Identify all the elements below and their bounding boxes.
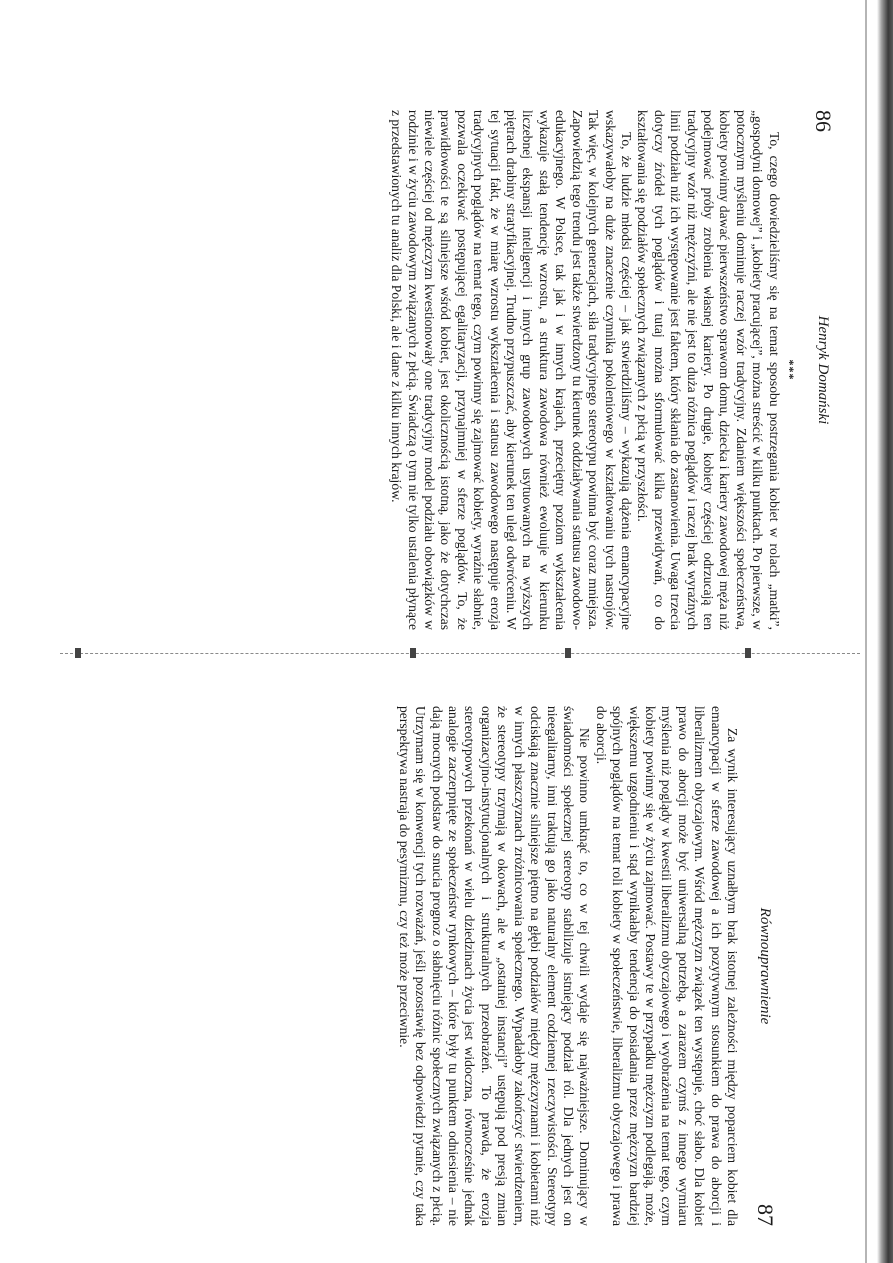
page-fold-line xyxy=(60,653,860,654)
paragraph: To, czego dowiedzieliśmy się na temat sposobu postrzegania kobiet w rolach „matki”, „gospodyni domowej” i „kobiety pracującej”, można streścić w kilku punktach. Po pierwsze, w potocznym myśleniu dominuje raczej wzór tradycyjny. Zdaniem większości społeczeństwa, kobiety powinny dawać pierwszeństwo sprawom domu, dziecka i kariery zawodowej męża niż podejmować próby zrobienia własnej kariery. Po drugie, kobiety częściej odrzucają ten tradycyjny wzór niż mężczyźni, ale nie jest to duża różnica poglądów i raczej brak wyraźnych linii podziału niż ich występowanie jest faktem, który skłania do zastanowienia. Uwaga trzecia dotyczy źródeł tych poglądów i tutaj można sformułować kilka przewidywań, co do kształtowania się podziałów społecznych związanych z płcią w przyszłości. xyxy=(635,110,782,630)
running-header: Henryk Domański xyxy=(815,315,831,425)
page-body xyxy=(395,706,740,1226)
paragraph: Za wynik interesujący uznałbym brak istotnej zależności między poparciem kobiet dla emancypacji w sferze zawodowej a ich pozytywnym stosunkiem do prawa do aborcji i liberalizmem obyczajowym. Wśród mężczyzn związek ten występuje, choć słabo. Dla kobiet prawo do aborcji może być uniwersalną potrzebą, a zarazem czymś z innego wymiaru myślenia niż poglądy w kwestii liberalizmu obyczajowego i wyobrażenia na temat tego, czym kobiety powinny się w życiu zajmować. Postawy te w przypadku mężczyzn podlegają, może, większemu uzgodnieniu i stąd wynikałaby tendencja do posiadania przez mężczyzn bardziej spójnych poglądów na temat roli kobiety w społeczeństwie, liberalizmu obyczajowego i prawa do aborcji. xyxy=(593,706,740,1226)
page-number: 87 xyxy=(753,1204,778,1226)
page-87 xyxy=(68,706,778,1226)
page-86 xyxy=(56,110,836,630)
fold-mark xyxy=(410,648,416,658)
page-header xyxy=(796,110,836,630)
binding-edge-line xyxy=(865,0,867,1263)
fold-mark xyxy=(565,648,571,658)
paragraph: Nie powinno umknąć to, co w tej chwili wydaje się najważniejsze. Dominujący w świadomości społecznej stereotyp stabilizuje istniejący podział ról. Dla jednych jest on nieegalitarny, inni traktują go jako naturalny element codziennej rzeczywistości. Stereotypy odciskają znacznie silniejsze piętno na głębi podziałów między mężczyznami i kobietami niż w innych płaszczyznach zróżnicowania społecznego. Wypadałoby zakończyć stwierdzeniem, że stereotypy trzymają w okowach, ale w „ostatniej instancji” ustępują pod presją zmian organizacyjno-instytucjonalnych i strukturalnych przeobrażeń. To prawda, że erozja stereotypowych przekonań w wielu dziedzinach życia jest widoczna, równocześnie jednak analogie zaczerpnięte ze społeczeństw rynkowych – które były tu punktem odniesienia – nie dają mocnych podstaw do snucia prognoz o słabnięciu różnic społecznych związanych z płcią. Utrzymam się w konwencji tych rozważań, jeśli pozostawię bez odpowiedzi pytanie, czy taka perspektywa nastraja do pesymizmu, czy też może przeciwnie. xyxy=(396,706,593,1226)
binding-shadow xyxy=(877,0,893,1263)
page-number: 86 xyxy=(811,110,836,132)
page-header xyxy=(738,706,778,1226)
paragraph: To, że ludzie młodsi częściej – jak stwierdziliśmy – wykazują dążenia emancypacyjne wskazywałoby na duże znaczenie czynnika pokoleniowego w kształtowaniu tych nastrojów. Tak więc, w kolejnych generacjach, siła tradycyjnego stereotypu powinna być coraz mniejsza. Zapowiedzią tego trendu jest także stwierdzony tu kierunek oddziaływania statusu zawodowo-edukacyjnego. W Polsce, tak jak i w innych krajach, przeciętny poziom wykształcenia wykazuje stałą tendencję wzrostu, a struktura zawodowa również ewoluuje w kierunku liczebnej ekspansji inteligencji i innych grup zawodowych usytuowanych na wyższych piętrach drabiny stratyfikacyjnej. Trudno przypuszczać, aby kierunek ten uległ odwróceniu. W tej sytuacji fakt, że w miarę wzrostu wykształcenia i statusu zawodowego następuje erozja tradycyjnych poglądów na temat tego, czym powinny się zajmować kobiety, wyraźnie słabnie, pozwala oczekiwać postępującej egalitaryzacji, przynajmniej w sferze poglądów. To, że prawidłowości te są silniejsze wśród kobiet, jest okolicznością istotną, jako że dotychczas niewiele częściej od mężczyzn kwestionowały one tradycyjny model podziału obowiązków w rodzinie i w życiu zawodowym związanych z płcią. Świadczą o tym nie tylko ustalenia płynące z przedstawionych tu analiz dla Polski, ale i dane z kilku innych krajów. xyxy=(389,110,634,630)
fold-mark xyxy=(75,648,81,658)
fold-mark xyxy=(745,648,751,658)
running-header: Równouprawnienie xyxy=(757,907,773,1025)
page-body xyxy=(388,110,798,630)
section-separator: *** xyxy=(783,359,797,381)
